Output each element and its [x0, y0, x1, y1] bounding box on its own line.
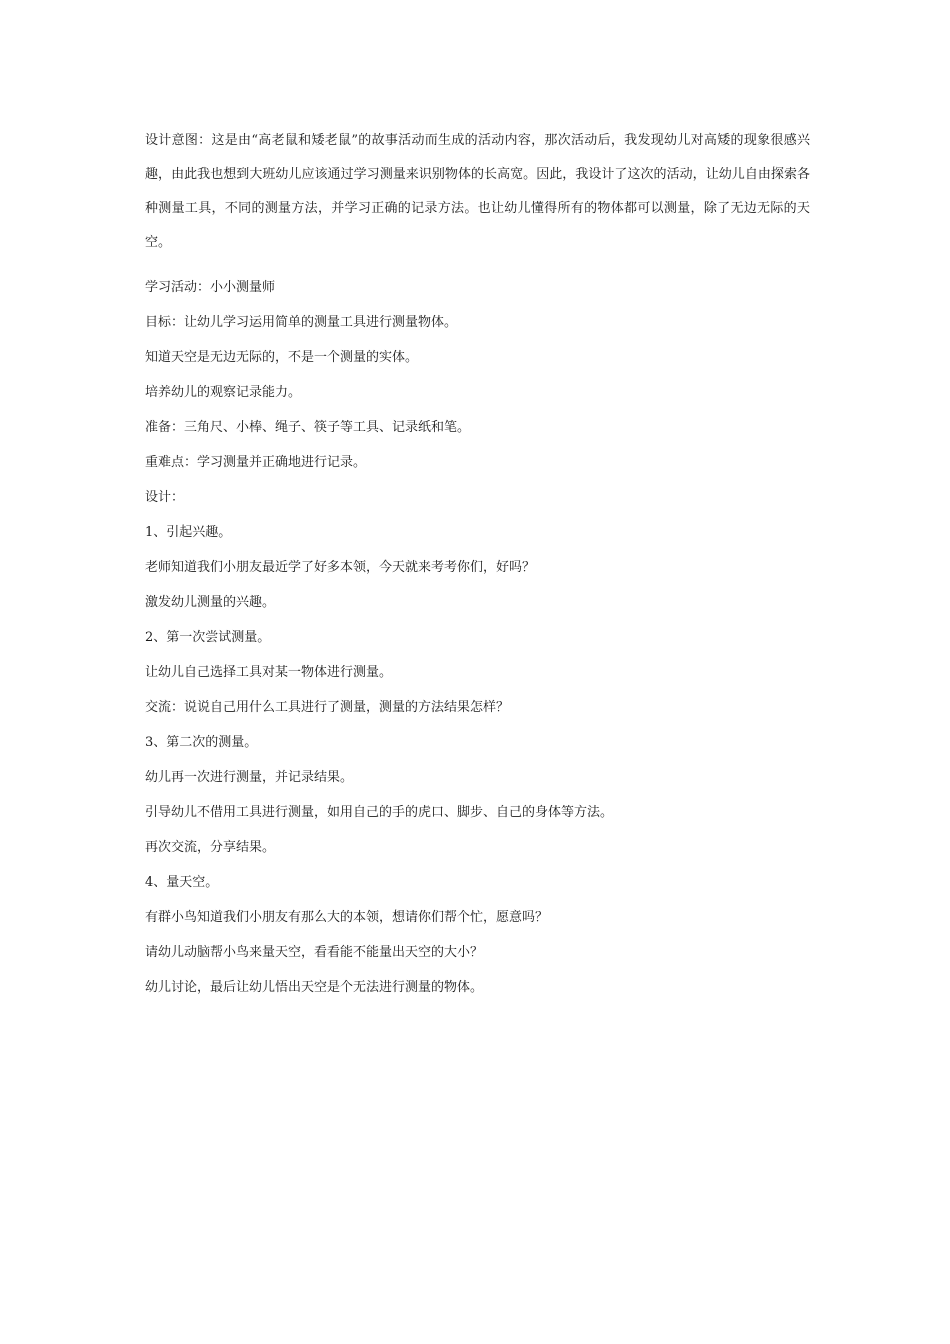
step-text: 幼儿再一次进行测量，并记录结果。	[145, 770, 354, 785]
step-text: 交流：说说自己用什么工具进行了测量，测量的方法结果怎样？	[145, 700, 510, 715]
design-heading: 设计：	[145, 490, 185, 505]
goal-line: 目标：让幼儿学习运用简单的测量工具进行测量物体。	[145, 315, 458, 330]
activity-title: 学习活动：小小测量师	[145, 280, 276, 295]
step-heading: 4、量天空。	[145, 875, 219, 890]
step-heading: 3、第二次的测量。	[145, 735, 258, 750]
step-text: 再次交流，分享结果。	[145, 840, 276, 855]
step-text: 老师知道我们小朋友最近学了好多本领，今天就来考考你们，好吗？	[145, 560, 536, 575]
goal-line: 知道天空是无边无际的，不是一个测量的实体。	[145, 350, 419, 365]
step-text: 让幼儿自己选择工具对某一物体进行测量。	[145, 665, 393, 680]
step-text: 请幼儿动脑帮小鸟来量天空，看看能不能量出天空的大小？	[145, 945, 484, 960]
step-heading: 1、引起兴趣。	[145, 525, 232, 540]
key-points-line: 重难点：学习测量并正确地进行记录。	[145, 455, 367, 470]
step-text: 有群小鸟知道我们小朋友有那么大的本领，想请你们帮个忙，愿意吗？	[145, 910, 549, 925]
document-body	[145, 124, 810, 1005]
preparation-line: 准备：三角尺、小棒、绳子、筷子等工具、记录纸和笔。	[145, 420, 471, 435]
design-intent-paragraph: 设计意图：这是由“高老鼠和矮老鼠”的故事活动而生成的活动内容，那次活动后，我发现幼儿对高矮的现象很感兴趣，由此我也想到大班幼儿应该通过学习测量来识别物体的长高宽。因此，我设计了这次的活动，让幼儿自由探索各种测量工具，不同的测量方法，并学习正确的记录方法。也让幼儿懂得所有的物体都可以测量，除了无边无际的天空。	[145, 133, 810, 250]
step-text: 引导幼儿不借用工具进行测量，如用自己的手的虎口、脚步、自己的身体等方法。	[145, 805, 614, 820]
step-text: 幼儿讨论，最后让幼儿悟出天空是个无法进行测量的物体。	[145, 980, 484, 995]
step-text: 激发幼儿测量的兴趣。	[145, 595, 276, 610]
step-heading: 2、第一次尝试测量。	[145, 630, 271, 645]
goal-line: 培养幼儿的观察记录能力。	[145, 385, 302, 400]
